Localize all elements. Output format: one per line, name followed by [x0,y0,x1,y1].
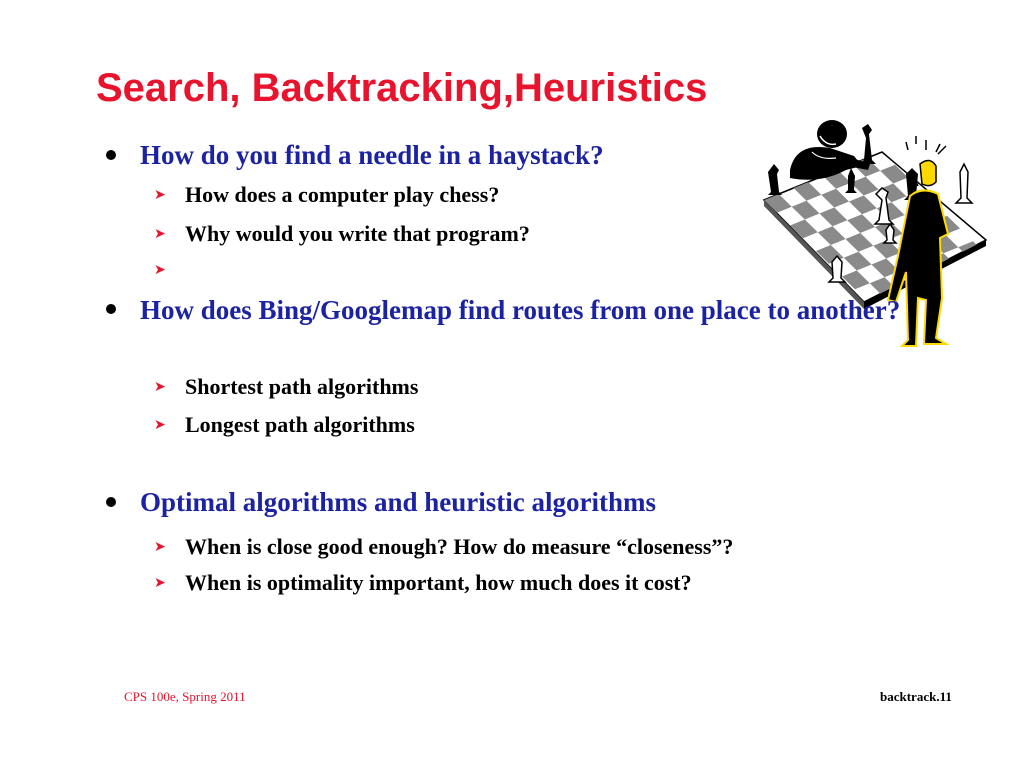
bullet-2-sub-1: Shortest path algorithms [185,374,419,399]
arrowhead-icon: ➤ [154,262,166,278]
bullet-1-sub-1: How does a computer play chess? [185,182,500,207]
footer-slide-id: backtrack.11 [880,689,952,704]
bullet-dot-icon [106,497,116,507]
bullet-3-text: Optimal algorithms and heuristic algorithms [140,487,657,517]
footer-course: CPS 100e, Spring 2011 [124,689,246,704]
bullet-1-text: How do you find a needle in a haystack? [140,140,604,170]
bullet-2-sub-2: Longest path algorithms [185,412,415,437]
arrowhead-icon: ➤ [154,379,166,395]
arrowhead-icon: ➤ [154,539,166,555]
bullet-3-sub-1: When is close good enough? How do measure “closeness”? [185,534,734,559]
bullet-2-text: How does Bing/Googlemap find routes from one place to another? [140,295,901,325]
bullet-1-sub-2: Why would you write that program? [185,221,530,246]
bullet-3-sub-2: When is optimality important, how much does it cost? [185,570,692,595]
chess-players-icon [750,112,1000,372]
arrowhead-icon: ➤ [154,187,166,203]
arrowhead-icon: ➤ [154,226,166,242]
arrowhead-icon: ➤ [154,417,166,433]
bullet-dot-icon [106,304,116,314]
slide-title: Search, Backtracking,Heuristics [96,66,708,110]
bullet-dot-icon [106,150,116,160]
arrowhead-icon: ➤ [154,575,166,591]
